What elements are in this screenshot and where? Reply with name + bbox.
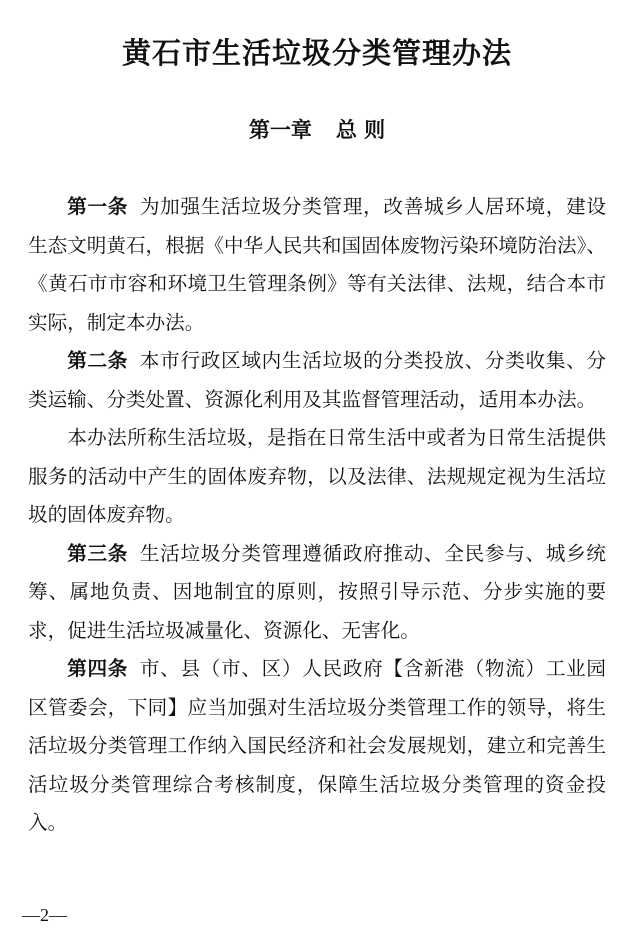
article-paragraph (28, 188, 606, 342)
page-number: —2— (22, 905, 67, 925)
article-text: 市、县（市、区）人民政府【含新港（物流）工业园区管委会，下同】应当加强对生活垃圾分类管理工作的领导，将生活垃圾分类管理工作纳入国民经济和社会发展规划，建立和完善生活垃圾分类管理综合考核制度，保障生活垃圾分类管理的资金投入。 (28, 657, 607, 834)
document-title: 黄石市生活垃圾分类管理办法 (121, 36, 512, 70)
article-paragraph (28, 535, 606, 651)
chapter-number: 第一章 (248, 117, 312, 142)
article-paragraph (28, 650, 606, 843)
paragraph-text: 本办法所称生活垃圾，是指在日常生活中或者为日常生活提供服务的活动中产生的固体废弃物，以及法律、法规规定视为生活垃圾的固体废弃物。 (28, 426, 606, 526)
article-text: 为加强生活垃圾分类管理，改善城乡人居环境，建设生态文明黄石，根据《中华人民共和国固体废物污染环境防治法》、《黄石市市容和环境卫生管理条例》等有关法律、法规，结合本市实际，制定本办法。 (28, 195, 607, 334)
article-label: 第三条 (67, 541, 129, 565)
continuation-paragraph (28, 419, 606, 535)
chapter-heading (0, 112, 634, 148)
article-text: 生活垃圾分类管理遵循政府推动、全民参与、城乡统筹、属地负责、因地制宜的原则，按照引导示范、分步实施的要求，促进生活垃圾减量化、资源化、无害化。 (28, 541, 607, 642)
article-label: 第四条 (67, 657, 129, 680)
article-text: 本市行政区域内生活垃圾的分类投放、分类收集、分类运输、分类处置、资源化利用及其监督管理活动，适用本办法。 (28, 349, 607, 411)
article-label: 第二条 (67, 349, 129, 372)
article-paragraph (28, 342, 606, 419)
article-label: 第一条 (67, 195, 129, 218)
document-body (28, 188, 606, 843)
chapter-name: 总 则 (335, 117, 386, 142)
